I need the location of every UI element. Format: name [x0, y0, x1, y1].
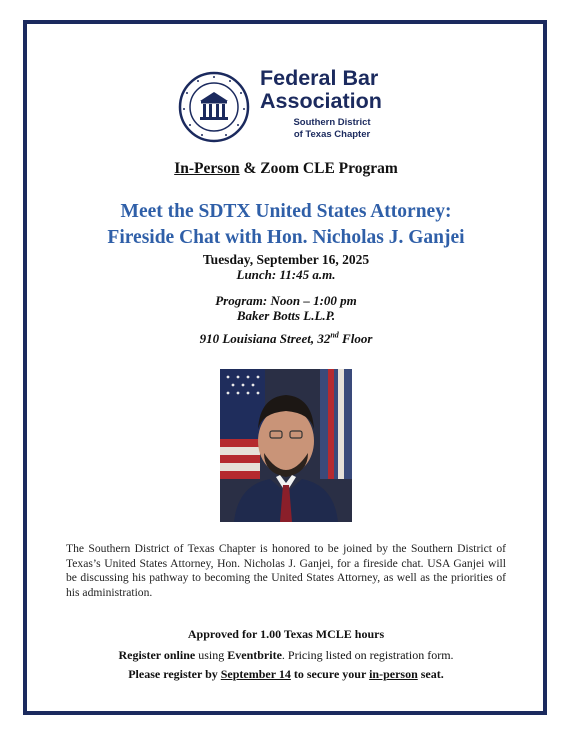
chapter-line2: of Texas Chapter	[293, 128, 371, 140]
deadline-date: September 14	[220, 667, 291, 681]
register-pricing: . Pricing listed on registration form.	[281, 648, 454, 662]
register-using: using	[195, 648, 228, 662]
event-date: Tuesday, September 16, 2025	[202, 252, 370, 267]
org-name-line2: Association	[260, 89, 382, 113]
org-name-line1: Federal Bar	[260, 66, 379, 90]
deadline-part3: seat.	[417, 667, 444, 681]
event-description: The Southern District of Texas Chapter is honored to be joined by the Southern District of Texas’s United States Attorney, Hon. Nicholas J. Ganjei, for a fireside chat. USA Ganjei will be discussing his pathway to becoming the United States Attorney, as well as the priorities of his administration.	[66, 542, 506, 599]
deadline-part2: to secure your	[290, 667, 370, 681]
speaker-photo	[220, 369, 352, 522]
register-line	[0, 648, 572, 663]
register-online: Register online	[118, 648, 196, 662]
register-platform: Eventbrite	[227, 648, 282, 662]
org-name	[260, 67, 400, 113]
address-street: 910 Louisiana Street, 32	[199, 331, 331, 346]
deadline-seat: in-person	[369, 667, 418, 681]
event-lunch: Lunch: 11:45 a.m.	[236, 267, 336, 282]
event-program-time: Program: Noon – 1:00 pm	[215, 293, 357, 308]
program-mode-zoom: & Zoom CLE Program	[239, 160, 398, 177]
fba-seal-icon	[178, 71, 250, 143]
program-type	[0, 160, 572, 178]
chapter-line1: Southern District	[293, 117, 371, 128]
event-address	[0, 331, 572, 347]
address-floor: Floor	[338, 331, 373, 346]
fba-logo	[178, 67, 398, 147]
event-title-line2: Fireside Chat with Hon. Nicholas J. Ganjei	[107, 227, 465, 248]
register-deadline	[0, 667, 572, 682]
address-sup: nd	[330, 330, 339, 340]
event-venue: Baker Botts L.L.P.	[236, 308, 336, 323]
event-title-line1: Meet the SDTX United States Attorney:	[120, 201, 452, 222]
program-mode-in-person: In-Person	[174, 160, 240, 177]
deadline-part1: Please register by	[128, 667, 221, 681]
chapter-name	[277, 117, 387, 140]
mcle-approval: Approved for 1.00 Texas MCLE hours	[187, 627, 385, 641]
